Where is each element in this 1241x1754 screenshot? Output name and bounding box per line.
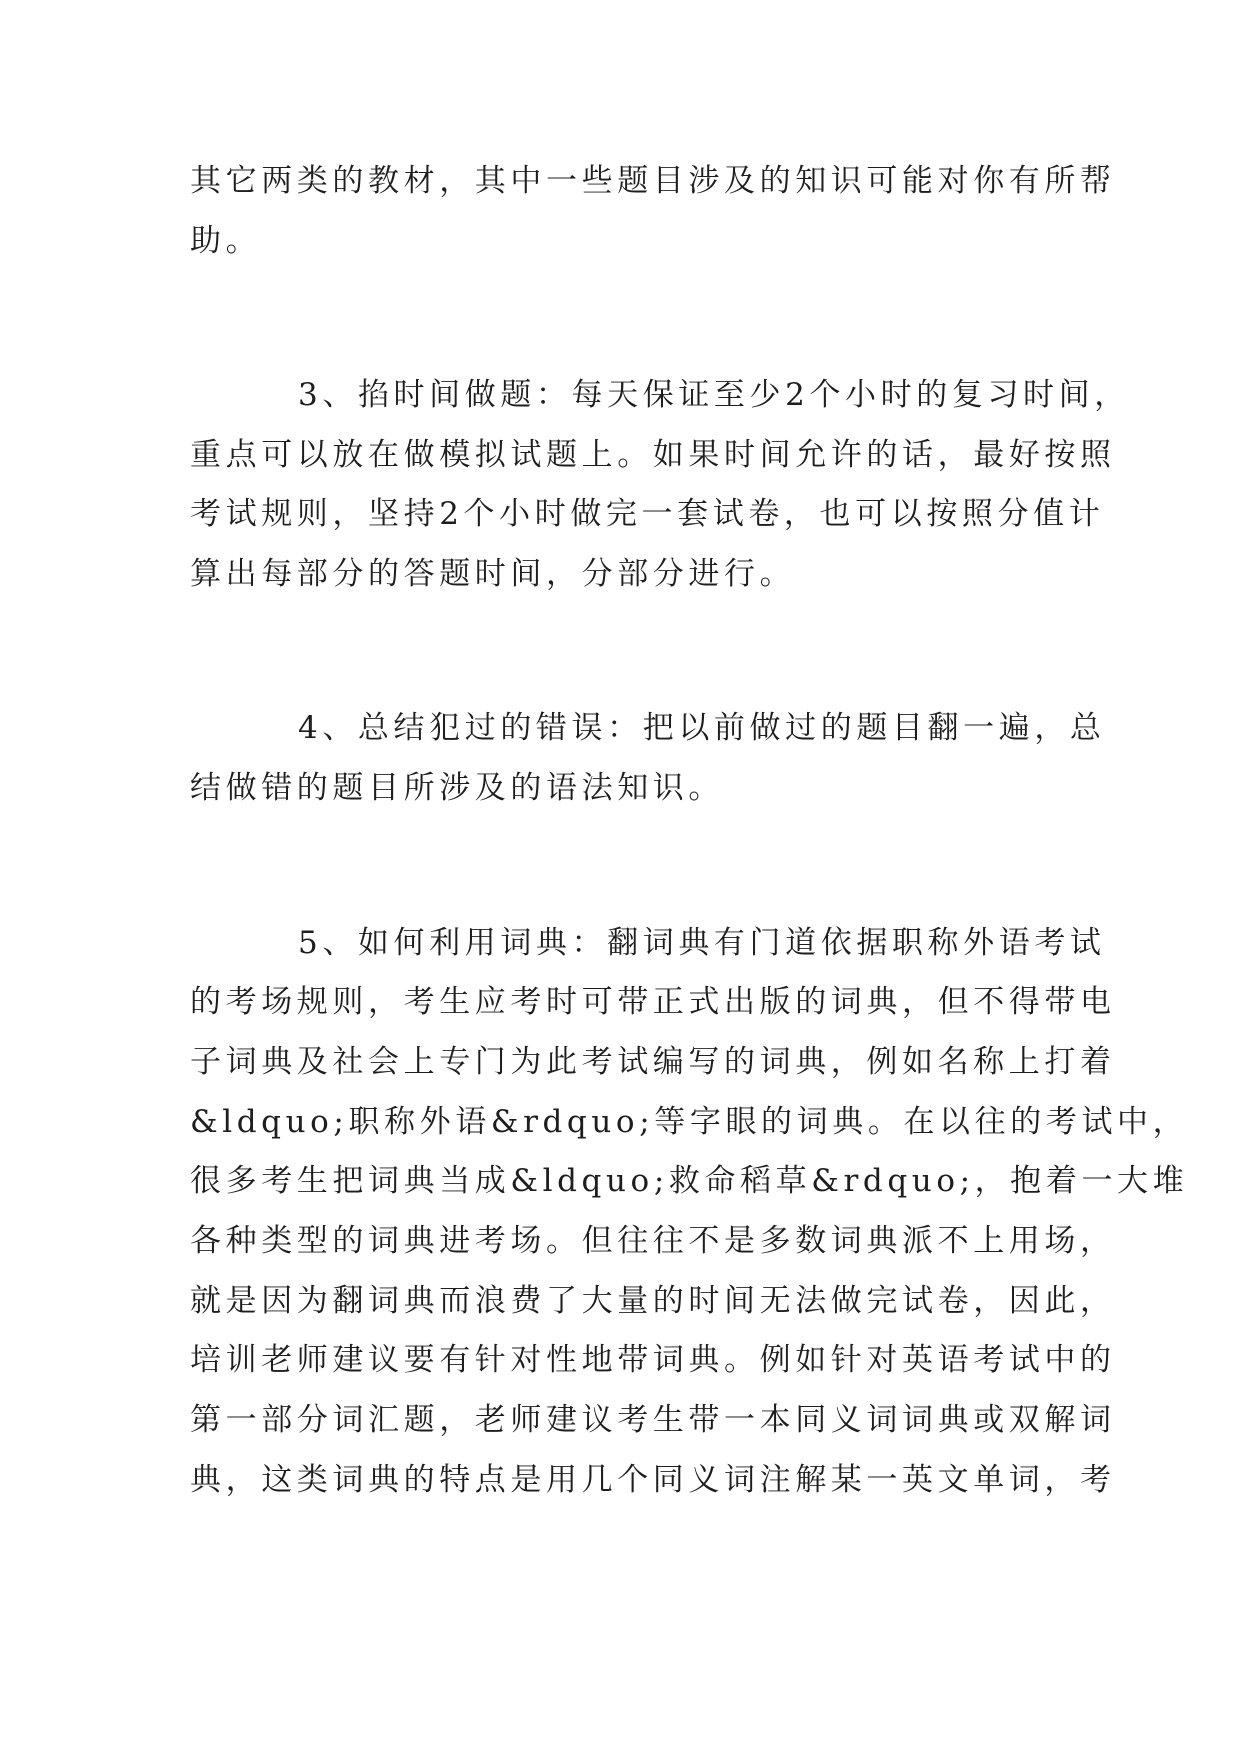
paragraph-5-line-4: &ldquo;职称外语&rdquo;等字眼的词典。在以往的考试中， [190,1104,1189,1140]
paragraph-5-line-9: 第一部分词汇题，老师建议考生带一本同义词词典或双解词 [190,1402,1116,1438]
paragraph-4-line-2: 结做错的题目所涉及的语法知识。 [190,770,724,806]
paragraph-3-line-2: 重点可以放在做模拟试题上。如果时间允许的话，最好按照 [190,437,1116,473]
paragraph-1-line-1: 其它两类的教材，其中一些题目涉及的知识可能对你有所帮 [190,163,1116,199]
paragraph-5-line-8: 培训老师建议要有针对性地带词典。例如针对英语考试中的 [190,1342,1116,1378]
paragraph-5-line-10: 典，这类词典的特点是用几个同义词注解某一英文单词，考 [190,1462,1116,1498]
paragraph-3-line-4: 算出每部分的答题时间，分部分进行。 [190,556,796,592]
paragraph-5-line-5: 很多考生把词典当成&ldquo;救命稻草&rdquo;，抱着一大堆 [190,1163,1189,1199]
paragraph-3-line-1: 3、掐时间做题：每天保证至少2个小时的复习时间， [298,377,1130,413]
paragraph-1-line-2: 助。 [190,223,262,259]
paragraph-3-line-3: 考试规则，坚持2个小时做完一套试卷，也可以按照分值计 [190,496,1105,532]
paragraph-5-line-2: 的考场规则，考生应考时可带正式出版的词典，但不得带电 [190,984,1116,1020]
paragraph-5-line-1: 5、如何利用词典：翻词典有门道依据职称外语考试 [298,925,1106,961]
paragraph-4-line-1: 4、总结犯过的错误：把以前做过的题目翻一遍，总 [298,710,1106,746]
paragraph-5-line-7: 就是因为翻词典而浪费了大量的时间无法做完试卷，因此， [190,1283,1116,1319]
paragraph-5-line-3: 子词典及社会上专门为此考试编写的词典，例如名称上打着 [190,1044,1116,1080]
paragraph-5-line-6: 各种类型的词典进考场。但往往不是多数词典派不上用场， [190,1223,1116,1259]
